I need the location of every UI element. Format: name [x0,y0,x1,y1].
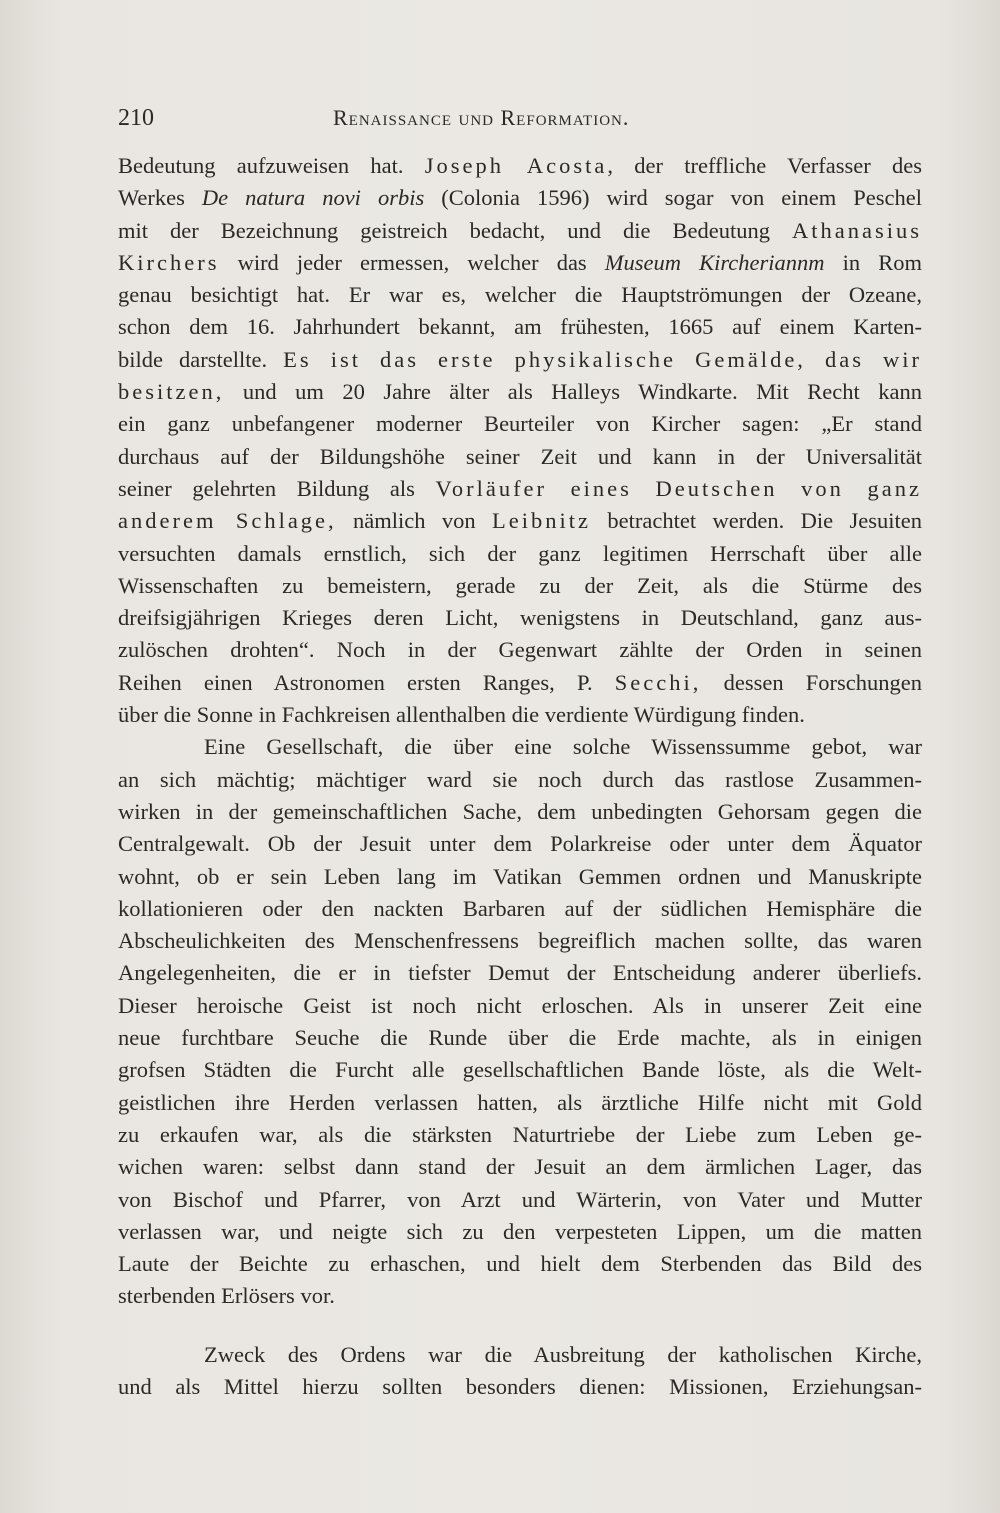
text-segment: Wissenschaften zu bemeistern, gerade zu der Zeit, als die Stürme des [118,572,922,598]
paragraph [118,150,922,731]
text-line [118,150,922,182]
paragraph [118,1339,922,1404]
text-segment: wohnt, ob er sein Leben lang im Vatikan Gemmen ordnen und Manuskripte [118,863,922,889]
text-segment: Centralgewalt. Ob der Jesuit unter dem Polarkreise oder unter dem Äquator [118,831,922,857]
spaced-emphasis: Joseph Acosta [424,153,608,178]
text-line [118,538,922,570]
text-line [118,634,922,666]
text-line [118,1054,922,1086]
text-segment: und als Mittel hierzu sollten besonders dienen: Missionen, Erziehungsan- [118,1373,922,1399]
text-line [118,215,922,247]
text-line [118,925,922,957]
text-line [118,441,922,473]
text-line [118,247,922,279]
text-line [118,1151,922,1183]
spaced-emphasis: Vorläufer eines Deutschen von ganz [435,475,922,501]
paragraph-gap [118,1313,922,1339]
text-line [118,1087,922,1119]
text-segment: wirken in der gemeinschaftlichen Sache, dem unbedingten Gehorsam gegen die [118,798,922,824]
page-header [118,100,922,136]
spaced-emphasis: Athanasius [792,217,922,243]
text-line [118,990,922,1022]
spaced-emphasis: Secchi, [614,669,702,695]
text-line [118,473,922,505]
running-title: Renaissance und Reformation. [333,105,630,130]
text-segment: in Rom [824,249,922,275]
text-segment: Dieser heroische Geist ist noch nicht erloschen. Als in unserer Zeit eine [118,992,922,1018]
text-line [118,279,922,311]
spaced-emphasis: besitzen, [118,379,225,405]
page-number: 210 [118,105,154,131]
text-segment: wird jeder ermessen, welcher das [219,249,605,275]
text-segment: Laute der Beichte zu erhaschen, und hielt dem Sterbenden das Bild des [118,1251,922,1277]
text-line [118,764,922,796]
text-segment: grofsen Städten die Furcht alle gesellschaftlichen Bande löste, als die Welt- [118,1057,922,1083]
text-line [118,376,922,408]
text-segment: bilde darstellte. [118,346,284,372]
text-segment: dreifsigjährigen Krieges deren Licht, wenigstens in Deutschland, ganz aus- [118,605,922,631]
text-line [118,505,922,537]
text-line [118,1248,922,1280]
text-segment: geistlichen ihre Herden verlassen hatten, als ärztliche Hilfe nicht mit Gold [118,1089,922,1115]
text-segment: ein ganz unbefangener moderner Beurteiler von Kircher sagen: „Er stand [118,411,922,437]
text-line [118,1280,922,1312]
text-segment: versuchten damals ernstlich, sich der ganz legitimen Herrschaft über alle [118,540,922,566]
text-segment: Bedeutung aufzuweisen hat. [118,153,425,178]
text-line [118,699,922,731]
text-line [118,408,922,440]
text-line [118,570,922,602]
text-segment: , der treffliche Verfasser des [607,153,922,178]
text-segment: verlassen war, und neigte sich zu den verpesteten Lippen, um die matten [118,1218,922,1244]
text-segment: Angelegenheiten, die er in tiefster Demut der Entscheidung anderer überliefs. [118,960,922,986]
text-line [118,1371,922,1403]
text-segment: zulöschen drohten“. Noch in der Gegenwart zählte der Orden in seinen [118,637,922,663]
text-segment: durchaus auf der Bildungshöhe seiner Zeit und kann in der Universalität [118,443,922,469]
italic-title: De natura novi orbis [201,185,425,211]
text-line [118,667,922,699]
text-line [118,861,922,893]
spaced-emphasis: Es ist das erste physikalische Gemälde, das wir [283,346,922,372]
text-segment: an sich mächtig; mächtiger ward sie noch durch das rastlose Zusammen- [118,766,922,792]
text-line [118,1022,922,1054]
body-text [118,150,922,1403]
text-segment: kollationieren oder den nackten Barbaren auf der südlichen Hemisphäre die [118,895,922,921]
text-segment: wichen waren: selbst dann stand der Jesuit an dem ärmlichen Lager, das [118,1154,922,1180]
text-line [118,957,922,989]
paragraph [118,731,922,1312]
text-segment: und um 20 Jahre älter als Halleys Windkarte. Mit Recht kann [224,379,922,405]
spaced-emphasis: anderem Schlage, [118,508,337,534]
text-segment: sterbenden Erlösers vor. [118,1283,335,1309]
text-segment: mit der Bezeichnung geistreich bedacht, und die Bedeutung [118,217,792,243]
text-line [118,828,922,860]
text-segment: nämlich von [336,508,493,534]
text-segment: betrachtet werden. Die Jesuiten [591,508,922,534]
spaced-emphasis: Leibnitz [492,508,592,534]
text-line [118,1119,922,1151]
text-line [118,311,922,343]
text-line [118,796,922,828]
text-segment: Eine Gesellschaft, die über eine solche Wissenssumme gebot, war [204,734,922,760]
text-segment: über die Sonne in Fachkreisen allenthalben die verdiente Würdigung finden. [118,702,805,728]
text-segment: Werkes [118,185,202,211]
text-line [118,1184,922,1216]
text-segment: genau besichtigt hat. Er war es, welcher die Hauptströmungen der Ozeane, [118,282,922,308]
text-line [118,1216,922,1248]
text-segment: dessen Forschungen [701,669,922,695]
text-segment: zu erkaufen war, als die stärksten Naturtriebe der Liebe zum Leben ge- [118,1121,922,1147]
text-segment: Abscheulichkeiten des Menschenfressens begreiflich machen sollte, das waren [118,928,922,954]
text-segment: seiner gelehrten Bildung als [118,475,436,501]
text-segment: schon dem 16. Jahrhundert bekannt, am frühesten, 1665 auf einem Karten- [118,314,922,340]
text-segment: neue furchtbare Seuche die Runde über die Erde machte, als in einigen [118,1025,922,1051]
text-line [118,602,922,634]
text-line [118,344,922,376]
italic-title: Museum Kircheriannm [604,249,825,275]
text-line [118,731,922,763]
text-segment: (Colonia 1596) wird sogar von einem Peschel [424,185,922,211]
text-segment: Reihen einen Astronomen ersten Ranges, P. [118,669,615,695]
text-segment: von Bischof und Pfarrer, von Arzt und Wärterin, von Vater und Mutter [118,1186,922,1212]
text-line [118,893,922,925]
text-line [118,182,922,214]
text-segment: Zweck des Ordens war die Ausbreitung der katholischen Kirche, [204,1341,922,1367]
spaced-emphasis: Kirchers [118,249,220,275]
text-line [118,1339,922,1371]
